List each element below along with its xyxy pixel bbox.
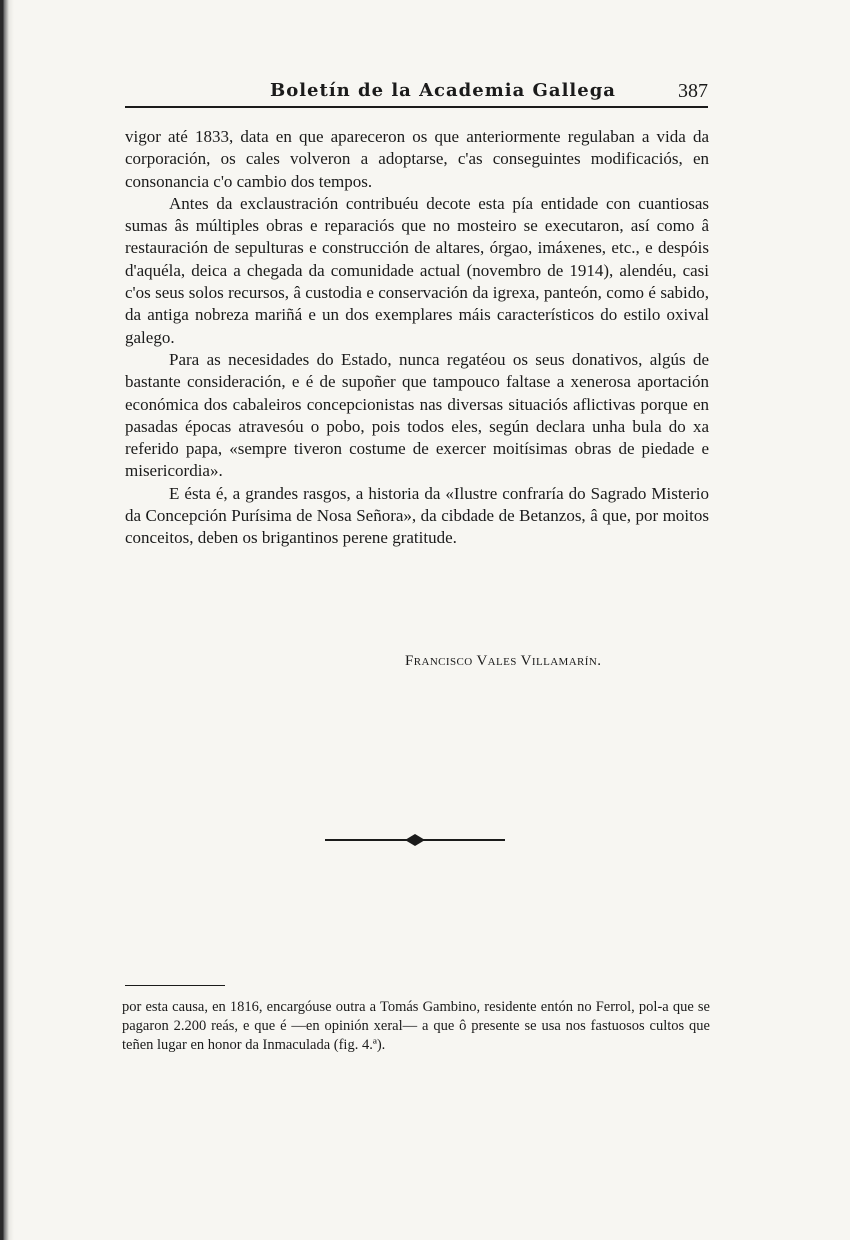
scan-binding-edge (0, 0, 14, 1240)
journal-title: Boletín de la Academia Gallega (270, 80, 616, 101)
diamond-rule-ornament-icon (325, 832, 505, 848)
footnote-rule (125, 985, 225, 986)
paragraph-1: vigor até 1833, data en que apareceron os que anteriormente regulaban a vida da corporación, os cales volveron a adoptarse, c'as conseguintes modificaciós, en consonancia c'o cambio dos tempos. (125, 127, 709, 191)
author-signature: Francisco Vales Villamarín. (405, 653, 602, 669)
running-header (125, 78, 708, 108)
article-body (125, 126, 709, 550)
page-number: 387 (678, 80, 708, 102)
paragraph-4: E ésta é, a grandes rasgos, a historia da «Ilustre confraría do Sagrado Misterio da Concepción Purísima de Nosa Señora», da cibdade de Betanzos, â que, por moitos conceitos, deben os brigantinos perene gratitude. (125, 483, 709, 548)
paragraph-3: Para as necesidades do Estado, nunca regatéou os seus donativos, algús de bastante consideración, e é de supoñer que tampouco faltase a xenerosa aportación económica dos cabaleiros concepcionistas nas diversas situaciós aflictivas porque en pasadas épocas atravesóu o pobo, pois todos eles, según declara unha bula do xa referido papa, «sempre tiveron costume de exercer moitísimas obras de piedade e misericordia». (125, 349, 709, 481)
paragraph-2: Antes da exclaustración contribuéu decote esta pía entidade con cuantiosas sumas âs múltiples obras e reparaciós que no mosteiro se executaron, así como â restauración de sepulturas e construcción de altares, órgao, imáxenes, etc., e despóis d'aquéla, deica a chegada da comunidade actual (novembro de 1914), alendéu, casi c'os seus solos recursos, â custodia e conservación da igrexa, panteón, como é sabido, da antiga nobreza mariñá e un dos exemplares máis característicos do estilo oxival galego. (125, 193, 709, 347)
footnote: por esta causa, en 1816, encargóuse outra a Tomás Gambino, residente entón no Ferrol, pol-a que se pagaron 2.200 reás, e que é —en opinión xeral— a que ô presente se usa nos fastuosos cultos que teñen lugar en honor da Inmaculada (fig. 4.ª). (122, 999, 710, 1053)
